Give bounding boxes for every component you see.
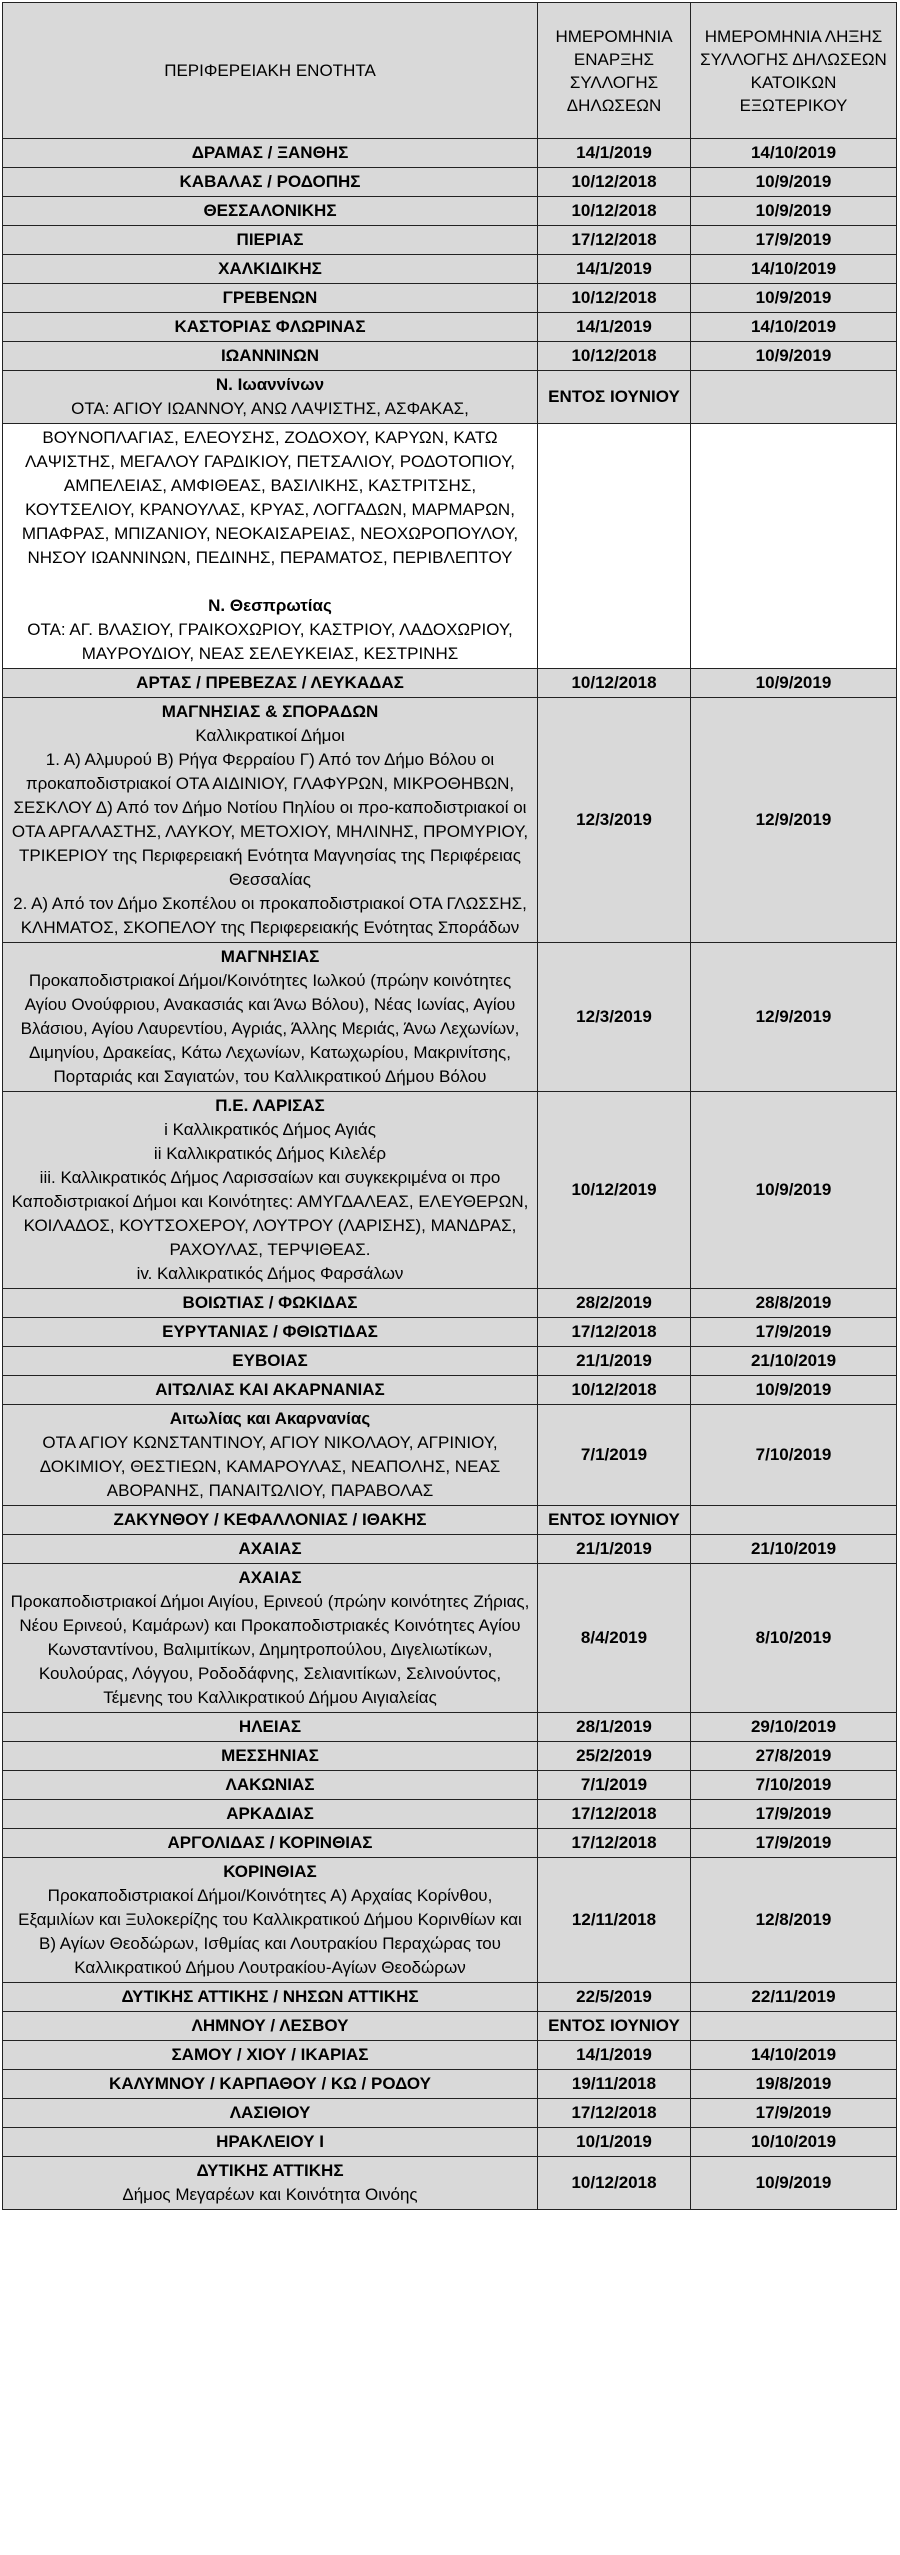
table-row [3,698,897,943]
table-row [3,2157,897,2210]
region-cell [3,1289,538,1318]
region-title: ΑΡΚΑΔΙΑΣ [226,1804,314,1823]
start-date-cell: 10/12/2018 [538,284,691,313]
table-row [3,1347,897,1376]
table-row [3,139,897,168]
region-cell [3,1092,538,1289]
end-date-cell: 17/9/2019 [691,1829,897,1858]
end-date-cell: 17/9/2019 [691,2099,897,2128]
table-row [3,1564,897,1713]
region-title: ΚΑΒΑΛΑΣ / ΡΟΔΟΠΗΣ [179,172,361,191]
end-date-cell: 10/9/2019 [691,1092,897,1289]
region-cell [3,284,538,313]
end-date-cell [691,1506,897,1535]
region-title: ΜΑΓΝΗΣΙΑΣ & ΣΠΟΡΑΔΩΝ [161,702,379,721]
region-cell [3,1318,538,1347]
table-row [3,1318,897,1347]
start-date-cell: ΕΝΤΟΣ ΙΟΥΝΙΟΥ [538,2012,691,2041]
region-title: ΕΥΒΟΙΑΣ [232,1351,308,1370]
table-row [3,2041,897,2070]
region-cell [3,943,538,1092]
region-cell [3,1829,538,1858]
table-header-row [3,3,897,139]
table-row [3,226,897,255]
region-title: ΚΑΛΥΜΝΟΥ / ΚΑΡΠΑΘΟΥ / ΚΩ / ΡΟΔΟΥ [109,2074,431,2093]
region-details: ΟΤΑ: ΑΓΙΟΥ ΙΩΑΝΝΟΥ, ΑΝΩ ΛΑΨΙΣΤΗΣ, ΑΣΦΑΚΑΣ, [71,399,469,418]
region-cell [3,197,538,226]
table-row [3,2012,897,2041]
start-date-cell: 10/1/2019 [538,2128,691,2157]
region-title: ΔΥΤΙΚΗΣ ΑΤΤΙΚΗΣ / ΝΗΣΩΝ ΑΤΤΙΚΗΣ [121,1987,419,2006]
region-cell [3,1983,538,2012]
region-cell [3,669,538,698]
table-row [3,1771,897,1800]
end-date-cell: 17/9/2019 [691,1800,897,1829]
region-cell [3,1771,538,1800]
table-body [3,139,897,2210]
table-row [3,1289,897,1318]
region-title: Αιτωλίας και Ακαρνανίας [169,1409,371,1428]
region-title: ΘΕΣΣΑΛΟΝΙΚΗΣ [203,201,337,220]
start-date-cell: 10/12/2018 [538,342,691,371]
region-title: ΚΟΡΙΝΘΙΑΣ [223,1862,317,1881]
region-title: ΕΥΡΥΤΑΝΙΑΣ / ΦΘΙΩΤΙΔΑΣ [162,1322,378,1341]
end-date-cell: 14/10/2019 [691,2041,897,2070]
start-date-cell: 22/5/2019 [538,1983,691,2012]
start-date-cell: 10/12/2018 [538,2157,691,2210]
region-cell [3,1535,538,1564]
header-end-date: ΗΜΕΡΟΜΗΝΙΑ ΛΗΞΗΣ ΣΥΛΛΟΓΗΣ ΔΗΛΩΣΕΩΝ ΚΑΤΟΙΚΩΝ ΕΞΩΤΕΡΙΚΟΥ [691,3,897,139]
region-cell [3,1858,538,1983]
region-cell [3,2012,538,2041]
start-date-cell: 10/12/2018 [538,197,691,226]
end-date-cell: 10/9/2019 [691,168,897,197]
start-date-cell: 12/11/2018 [538,1858,691,1983]
start-date-cell: 14/1/2019 [538,2041,691,2070]
end-date-cell: 21/10/2019 [691,1347,897,1376]
end-date-cell [691,2012,897,2041]
table-row [3,1092,897,1289]
start-date-cell: 7/1/2019 [538,1405,691,1506]
region-details: ΒΟΥΝΟΠΛΑΓΙΑΣ, ΕΛΕΟΥΣΗΣ, ΖΟΔΟΧΟΥ, ΚΑΡΥΩΝ, ΚΑΤΩ ΛΑΨΙΣΤΗΣ, ΜΕΓΑΛΟΥ ΓΑΡΔΙΚΙΟΥ, ΠΕΤΣΑΛΙΟΥ, ΡΟΔΟΤΟΠΙΟΥ, ΑΜΠΕΛΕΙΑΣ, ΑΜΦΙΘΕΑΣ, ΒΑΣΙΛΙΚΗΣ, ΚΑΣΤΡΙΤΣΗΣ, ΚΟΥΤΣΕΛΙΟΥ, ΚΡΑΝΟΥΛΑΣ, ΚΡΥΑΣ, ΛΟΓΓΑΔΩΝ, ΜΑΡΜΑΡΩΝ, ΜΠΑΦΡΑΣ, ΜΠΙΖΑΝΙΟΥ, ΝΕΟΚΑΙΣΑΡΕΙΑΣ, ΝΕΟΧΩΡΟΠΟΥΛΟΥ, ΝΗΣΟΥ ΙΩΑΝΝΙΝΩΝ, ΠΕΔΙΝΗΣ, ΠΕΡΑΜΑΤΟΣ, ΠΕΡΙΒΛΕΠΤΟΥ [21,428,519,567]
region-title: ΗΛΕΙΑΣ [238,1717,302,1736]
table-row [3,371,897,424]
start-date-cell: 8/4/2019 [538,1564,691,1713]
table-row [3,1713,897,1742]
table-row [3,1405,897,1506]
table-row [3,2128,897,2157]
end-date-cell: 10/9/2019 [691,197,897,226]
end-date-cell: 28/8/2019 [691,1289,897,1318]
table-row [3,342,897,371]
end-date-cell: 14/10/2019 [691,139,897,168]
start-date-cell: 10/12/2018 [538,669,691,698]
table-row [3,1800,897,1829]
document-page [2,2,896,2210]
region-cell [3,1713,538,1742]
region-title: ΛΑΚΩΝΙΑΣ [225,1775,315,1794]
end-date-cell: 10/9/2019 [691,669,897,698]
region-title: ΑΡΤΑΣ / ΠΡΕΒΕΖΑΣ / ΛΕΥΚΑΔΑΣ [136,673,404,692]
end-date-cell: 17/9/2019 [691,1318,897,1347]
region-cell [3,371,538,424]
region-title: ΠΙΕΡΙΑΣ [236,230,304,249]
region-details: Προκαποδιστριακοί Δήμοι/Κοινότητες Α) Αρχαίας Κορίνθου, Εξαμιλίων και Ξυλοκερίζης του Καλλικρατικού Δήμου Κορινθίων και Β) Αγίων Θεοδώρων, Ισθμίας και Λουτρακίου Περαχώρας του Καλλικρατικού Δήμου Λουτρακίου-Αγίων Θεοδώρων [18,1886,522,1977]
start-date-cell: 19/11/2018 [538,2070,691,2099]
table-row [3,1829,897,1858]
region-cell [3,342,538,371]
region-title: ΑΧΑΙΑΣ [238,1568,302,1587]
region-cell [3,1742,538,1771]
start-date-cell: 17/12/2018 [538,1829,691,1858]
start-date-cell: 28/2/2019 [538,1289,691,1318]
region-title: ΔΥΤΙΚΗΣ ΑΤΤΙΚΗΣ [196,2161,344,2180]
end-date-cell: 10/9/2019 [691,1376,897,1405]
end-date-cell: 21/10/2019 [691,1535,897,1564]
region-title: Π.Ε. ΛΑΡΙΣΑΣ [215,1096,325,1115]
table-row [3,1858,897,1983]
region-title: ΙΩΑΝΝΙΝΩΝ [220,346,320,365]
table-row [3,1983,897,2012]
table-row [3,943,897,1092]
start-date-cell: 21/1/2019 [538,1535,691,1564]
table-row [3,255,897,284]
region-cell [3,1376,538,1405]
start-date-cell: 25/2/2019 [538,1742,691,1771]
region-title: ΖΑΚΥΝΘΟΥ / ΚΕΦΑΛΛΟΝΙΑΣ / ΙΘΑΚΗΣ [113,1510,427,1529]
region-title: ΑΧΑΙΑΣ [238,1539,302,1558]
region-cell [3,1564,538,1713]
start-date-cell: 12/3/2019 [538,943,691,1092]
end-date-cell: 22/11/2019 [691,1983,897,2012]
end-date-cell: 14/10/2019 [691,313,897,342]
start-date-cell: 10/12/2018 [538,168,691,197]
region-cell [3,226,538,255]
end-date-cell: 10/9/2019 [691,284,897,313]
end-date-cell: 29/10/2019 [691,1713,897,1742]
table-row [3,284,897,313]
region-cell [3,1347,538,1376]
end-date-cell: 19/8/2019 [691,2070,897,2099]
table-row [3,2070,897,2099]
end-date-cell: 10/10/2019 [691,2128,897,2157]
region-details: i Καλλικρατικός Δήμος Αγιάς ii Καλλικρατικός Δήμος Κιλελέρ iii. Καλλικρατικός Δήμος Λαρισσαίων και συγκεκριμένα οι προ Καποδιστριακοί Δήμοι και Κοινότητες: ΑΜΥΓΔΑΛΕΑΣ, ΕΛΕΥΘΕΡΩΝ, ΚΟΙΛΑΔΟΣ, ΚΟΥΤΣΟΧΕΡΟΥ, ΛΟΥΤΡΟΥ (ΛΑΡΙΣΗΣ), ΜΑΝΔΡΑΣ, ΡΑΧΟΥΛΑΣ, ΤΕΡΨΙΘΕΑΣ. iv. Καλλικρατικός Δήμος Φαρσάλων [11,1120,529,1283]
region-details: ΟΤΑ ΑΓΙΟΥ ΚΩΝΣΤΑΝΤΙΝΟΥ, ΑΓΙΟΥ ΝΙΚΟΛΑΟΥ, ΑΓΡΙΝΙΟΥ, ΔΟΚΙΜΙΟΥ, ΘΕΣΤΙΕΩΝ, ΚΑΜΑΡΟΥΛΑΣ, ΝΕΑΠΟΛΗΣ, ΝΕΑΣ ΑΒΟΡΑΝΗΣ, ΠΑΝΑΙΤΩΛΙΟΥ, ΠΑΡΑΒΟΛΑΣ [39,1433,501,1500]
region-title: ΛΗΜΝΟΥ / ΛΕΣΒΟΥ [191,2016,349,2035]
start-date-cell: ΕΝΤΟΣ ΙΟΥΝΙΟΥ [538,1506,691,1535]
region-title: ΜΑΓΝΗΣΙΑΣ [220,947,320,966]
start-date-cell: ΕΝΤΟΣ ΙΟΥΝΙΟΥ [538,371,691,424]
end-date-cell: 7/10/2019 [691,1405,897,1506]
start-date-cell: 17/12/2018 [538,1800,691,1829]
region-cell [3,2157,538,2210]
region-details: Δήμος Μεγαρέων και Κοινότητα Οινόης [122,2185,418,2204]
region-details: Προκαποδιστριακοί Δήμοι Αιγίου, Ερινεού (πρώην κοινότητες Ζήριας, Νέου Ερινεού, Καμάρων) και Προκαποδιστριακές Κοινότητες Αγίου Κωνσταντίνου, Βαλιμιτίκων, Δημητροπούλου, Διγελιωτίκων, Κουλούρας, Λόγγου, Ροδοδάφνης, Σελιανιτίκων, Σελινούντος, Τέμενης του Καλλικρατικού Δήμου Αιγιαλείας [10,1592,530,1707]
region-cell [3,168,538,197]
region-details: ΟΤΑ: ΑΓ. ΒΛΑΣΙΟΥ, ΓΡΑΙΚΟΧΩΡΙΟΥ, ΚΑΣΤΡΙΟΥ, ΛΑΔΟΧΩΡΙΟΥ, ΜΑΥΡΟΥΔΙΟΥ, ΝΕΑΣ ΣΕΛΕΥΚΕΙΑΣ, ΚΕΣΤΡΙΝΗΣ [27,620,513,663]
region-title: ΓΡΕΒΕΝΩΝ [222,288,318,307]
header-region: ΠΕΡΙΦΕΡΕΙΑΚΗ ΕΝΟΤΗΤΑ [3,3,538,139]
region-cell [3,1405,538,1506]
start-date-cell: 7/1/2019 [538,1771,691,1800]
end-date-cell: 10/9/2019 [691,342,897,371]
region-title: ΑΙΤΩΛΙΑΣ ΚΑΙ ΑΚΑΡΝΑΝΙΑΣ [155,1380,385,1399]
region-cell [3,424,538,669]
region-cell [3,2070,538,2099]
region-title: ΛΑΣΙΘΙΟΥ [229,2103,311,2122]
region-details: Προκαποδιστριακοί Δήμοι/Κοινότητες Ιωλκού (πρώην κοινότητες Αγίου Ονούφριου, Ανακασιάς και Άνω Βόλου), Νέας Ιωνίας, Αγίου Βλάσιου, Αγίου Λαυρεντίου, Αγριάς, Άλλης Μεριάς, Άνω Λεχωνίων, Διμηνίου, Δρακείας, Κάτω Λεχωνίων, Κατωχωρίου, Μακρινίτσης, Πορταριάς και Σαγιατών, του Καλλικρατικού Δήμου Βόλου [20,971,520,1086]
start-date-cell: 17/12/2018 [538,226,691,255]
start-date-cell: 28/1/2019 [538,1713,691,1742]
end-date-cell: 7/10/2019 [691,1771,897,1800]
region-title: Ν. Θεσπρωτίας [208,596,332,615]
table-row [3,2099,897,2128]
end-date-cell: 12/8/2019 [691,1858,897,1983]
end-date-cell: 27/8/2019 [691,1742,897,1771]
start-date-cell: 14/1/2019 [538,255,691,284]
start-date-cell: 21/1/2019 [538,1347,691,1376]
region-title: ΗΡΑΚΛΕΙΟΥ Ι [216,2132,324,2151]
spacer [9,570,531,594]
region-cell [3,255,538,284]
table-row [3,168,897,197]
end-date-cell: 12/9/2019 [691,943,897,1092]
region-title: ΣΑΜΟΥ / ΧΙΟΥ / ΙΚΑΡΙΑΣ [171,2045,369,2064]
region-cell [3,1800,538,1829]
region-title: ΚΑΣΤΟΡΙΑΣ ΦΛΩΡΙΝΑΣ [174,317,366,336]
table-row [3,424,897,669]
start-date-cell: 14/1/2019 [538,139,691,168]
end-date-cell [691,371,897,424]
end-date-cell: 10/9/2019 [691,2157,897,2210]
region-title: ΔΡΑΜΑΣ / ΞΑΝΘΗΣ [191,143,349,162]
region-title: ΒΟΙΩΤΙΑΣ / ΦΩΚΙΔΑΣ [182,1293,358,1312]
region-cell [3,2099,538,2128]
region-cell [3,2128,538,2157]
start-date-cell: 10/12/2018 [538,1376,691,1405]
end-date-cell: 17/9/2019 [691,226,897,255]
collection-schedule-table [2,2,897,2210]
region-title: ΑΡΓΟΛΙΔΑΣ / ΚΟΡΙΝΘΙΑΣ [167,1833,373,1852]
region-cell [3,1506,538,1535]
region-cell [3,139,538,168]
end-date-cell: 12/9/2019 [691,698,897,943]
end-date-cell: 8/10/2019 [691,1564,897,1713]
region-details: Καλλικρατικοί Δήμοι 1. Α) Αλμυρού Β) Ρήγα Φερραίου Γ) Από τον Δήμο Βόλου οι προκαποδιστριακοί ΟΤΑ ΑΙΔΙΝΙΟΥ, ΓΛΑΦΥΡΩΝ, ΜΙΚΡΟΘΗΒΩΝ, ΣΕΣΚΛΟΥ Δ) Από τον Δήμο Νοτίου Πηλίου οι προ-καποδιστριακοί οι ΟΤΑ ΑΡΓΑΛΑΣΤΗΣ, ΛΑΥΚΟΥ, ΜΕΤΟΧΙΟΥ, ΜΗΛΙΝΗΣ, ΠΡΟΜΥΡΙΟΥ, ΤΡΙΚΕΡΙΟΥ της Περιφερειακή Ενότητα Μαγνησίας της Περιφέρειας Θεσσαλίας 2. Α) Από τον Δήμο Σκοπέλου οι προκαποδιστριακοί ΟΤΑ ΓΛΩΣΣΗΣ, ΚΛΗΜΑΤΟΣ, ΣΚΟΠΕΛΟΥ της Περιφερειακής Ενότητας Σποράδων [11,726,529,937]
table-row [3,1535,897,1564]
region-cell [3,698,538,943]
table-row [3,669,897,698]
end-date-cell: 14/10/2019 [691,255,897,284]
table-row [3,1742,897,1771]
start-date-cell: 12/3/2019 [538,698,691,943]
start-date-cell: 10/12/2019 [538,1092,691,1289]
start-date-cell [538,424,691,669]
table-row [3,1376,897,1405]
table-row [3,1506,897,1535]
end-date-cell [691,424,897,669]
header-start-date: ΗΜΕΡΟΜΗΝΙΑ ΕΝΑΡΞΗΣ ΣΥΛΛΟΓΗΣ ΔΗΛΩΣΕΩΝ [538,3,691,139]
start-date-cell: 14/1/2019 [538,313,691,342]
region-title: Ν. Ιωαννίνων [215,375,325,394]
region-cell [3,2041,538,2070]
start-date-cell: 17/12/2018 [538,1318,691,1347]
region-cell [3,313,538,342]
region-title: ΧΑΛΚΙΔΙΚΗΣ [218,259,322,278]
region-title: ΜΕΣΣΗΝΙΑΣ [221,1746,319,1765]
start-date-cell: 17/12/2018 [538,2099,691,2128]
table-row [3,313,897,342]
table-row [3,197,897,226]
